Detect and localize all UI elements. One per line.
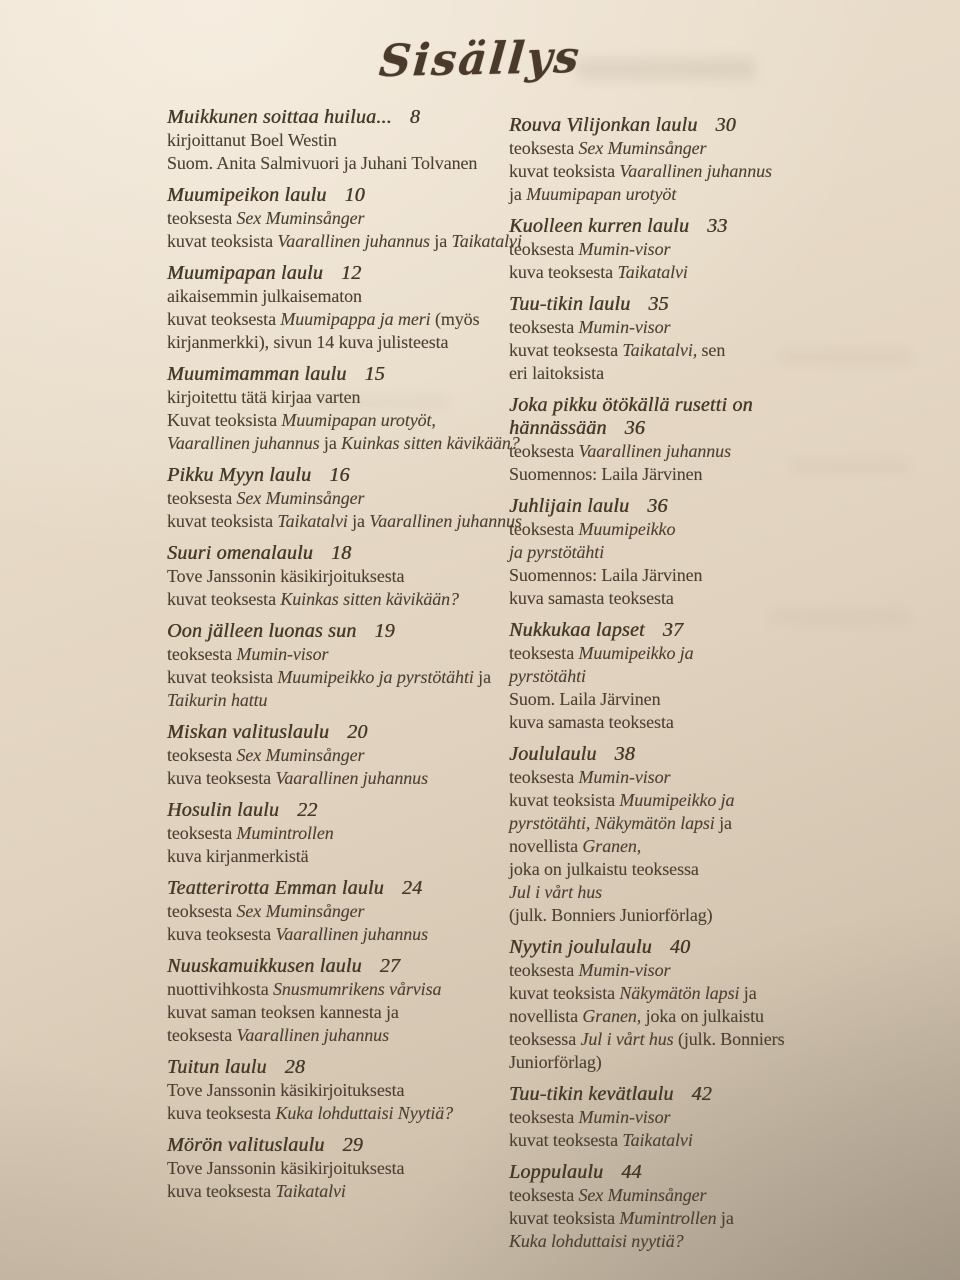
toc-entry	[509, 215, 939, 284]
entry-title: Muumipapan laulu 12	[167, 262, 362, 284]
toc-entry	[509, 936, 939, 1074]
entry-title: Mörön valituslaulu 29	[167, 1134, 363, 1156]
entry-title: hännässään 36	[509, 417, 645, 439]
entry-title: Rouva Vilijonkan laulu 30	[509, 114, 736, 136]
entry-detail-line: teoksesta Vaarallinen juhannus	[167, 1025, 389, 1045]
entry-title: Muumipeikon laulu 10	[167, 184, 365, 206]
entry-detail-line: kuvat teoksista Vaarallinen juhannus	[509, 161, 772, 181]
entry-detail-line: kuvat teoksista Taikatalvi ja Vaarallinen juhannus	[167, 511, 522, 531]
entry-page-number: 28	[284, 1056, 306, 1078]
entry-page-number: 37	[662, 619, 684, 641]
entry-page-number: 18	[330, 542, 352, 564]
entry-detail-line: novellista Granen,	[509, 836, 642, 856]
entry-detail-line: kuvat teoksista Muumipeikko ja	[509, 790, 735, 810]
entry-detail-line: Tove Janssonin käsikirjoituksesta	[167, 566, 405, 586]
entry-title: Tuu-tikin laulu 35	[509, 293, 669, 315]
toc-entry	[167, 363, 520, 455]
entry-detail-line: kuva teoksesta Vaarallinen juhannus	[167, 768, 428, 788]
entry-page-number: 22	[297, 799, 318, 821]
entry-detail-line: teoksesta Mumin-visor	[509, 317, 671, 337]
entry-detail-line: Vaarallinen juhannus ja Kuinkas sitten kävikään?	[167, 433, 520, 453]
entry-detail-line: Suomennos: Laila Järvinen	[509, 565, 703, 585]
toc-entry	[509, 743, 939, 927]
entry-detail-line: Kuvat teoksista Muumipapan urotyöt,	[167, 410, 436, 430]
entry-page-number: 30	[715, 114, 736, 136]
entry-page-number: 42	[691, 1083, 712, 1105]
toc-entry	[167, 620, 517, 712]
entry-title: Hosulin laulu 22	[167, 799, 318, 821]
entry-detail-line: Suom. Anita Salmivuori ja Juhani Tolvanen	[167, 153, 478, 173]
toc-entry	[167, 877, 517, 946]
entry-detail-line: kuvat saman teoksen kannesta ja	[167, 1002, 399, 1022]
toc-entry	[509, 495, 939, 610]
entry-detail-line: pyrstötähti, Näkymätön lapsi ja	[509, 813, 732, 833]
entry-title: Tuitun laulu 28	[167, 1056, 306, 1078]
entry-page-number: 33	[707, 215, 728, 237]
toc-entry	[167, 542, 517, 611]
entry-page-number: 40	[669, 936, 691, 958]
toc-entry	[167, 464, 522, 533]
entry-title: Nuuskamuikkusen laulu 27	[167, 955, 401, 977]
entry-detail-line: teoksesta Sex Muminsånger	[509, 1185, 707, 1205]
entry-detail-line: novellista Granen, joka on julkaistu	[509, 1006, 764, 1026]
entry-detail-line: teoksesta Mumin-visor	[167, 644, 329, 664]
entry-title: Oon jälleen luonas sun 19	[167, 620, 395, 642]
entry-page-number: 20	[347, 721, 368, 743]
entry-detail-line: Jul i vårt hus	[509, 882, 603, 902]
entry-page-number: 44	[621, 1161, 642, 1183]
entry-title: Teatterirotta Emman laulu 24	[167, 877, 423, 899]
entry-detail-line: teoksesta Mumin-visor	[509, 239, 671, 259]
entry-page-number: 24	[401, 877, 423, 899]
entry-detail-line: kuva teoksesta Vaarallinen juhannus	[167, 924, 428, 944]
entry-page-number: 16	[329, 464, 350, 486]
entry-title: Joululaulu 38	[509, 743, 635, 765]
toc-entry	[509, 114, 939, 206]
entry-detail-line: teoksesta Mumin-visor	[509, 1107, 671, 1127]
entry-title: Pikku Myyn laulu 16	[167, 464, 350, 486]
entry-detail-line: kuva teoksesta Taikatalvi	[509, 262, 688, 282]
entry-detail-line: ja pyrstötähti	[509, 542, 605, 562]
entry-detail-line: nuottivihkosta Snusmumrikens vårvisa	[167, 979, 442, 999]
entry-detail-line: eri laitoksista	[509, 363, 604, 383]
entry-title: Nukkukaa lapset 37	[509, 619, 684, 641]
entry-title: Muikkunen soittaa huilua... 8	[167, 106, 421, 128]
entry-page-number: 12	[340, 262, 362, 284]
entry-page-number: 36	[624, 417, 645, 439]
entry-page-number: 8	[409, 106, 421, 128]
entry-title: Kuolleen kurren laulu 33	[509, 215, 728, 237]
entry-detail-line: teoksesta Muumipeikko	[509, 519, 676, 539]
entry-detail-line: kirjanmerkki), sivun 14 kuva julisteesta	[167, 332, 449, 352]
entry-page-number: 19	[374, 620, 395, 642]
entry-detail-line: teoksesta Sex Muminsånger	[167, 208, 365, 228]
toc-entry	[167, 721, 517, 790]
entry-detail-line: aikaisemmin julkaisematon	[167, 286, 362, 306]
entry-detail-line: teoksesta Vaarallinen juhannus	[509, 441, 731, 461]
entry-detail-line: teoksesta Mumintrollen	[167, 823, 334, 843]
entry-page-number: 35	[648, 293, 669, 315]
entry-detail-line: Kuka lohduttaisi nyytiä?	[509, 1231, 684, 1251]
entry-detail-line: kuva teoksesta Taikatalvi	[167, 1181, 346, 1201]
page-title: Sisällys	[377, 31, 583, 88]
entry-detail-line: kuvat teoksesta Muumipappa ja meri (myös	[167, 309, 480, 329]
entry-detail-line: teoksessa Jul i vårt hus (julk. Bonniers	[509, 1029, 785, 1049]
entry-detail-line: Juniorförlag)	[509, 1052, 602, 1072]
entry-detail-line: kuva samasta teoksesta	[509, 588, 674, 608]
entry-detail-line: Taikurin hattu	[167, 690, 268, 710]
entry-detail-line: teoksesta Mumin-visor	[509, 767, 671, 787]
toc-entry	[167, 1134, 517, 1203]
entry-detail-line: ja Muumipapan urotyöt	[509, 184, 677, 204]
toc-entry	[509, 394, 939, 486]
entry-title: Muumimamman laulu 15	[167, 363, 385, 385]
toc-entry	[167, 799, 517, 868]
entry-detail-line: kuvat teoksista Näkymätön lapsi ja	[509, 983, 757, 1003]
entry-detail-line: kuvat teoksesta Kuinkas sitten kävikään?	[167, 589, 459, 609]
toc-entry	[167, 106, 517, 175]
entry-page-number: 10	[344, 184, 365, 206]
entry-page-number: 36	[647, 495, 668, 517]
toc-entry	[509, 1083, 939, 1152]
entry-detail-line: kuvat teoksista Vaarallinen juhannus ja Taikatalvi	[167, 231, 522, 251]
entry-detail-line: kuva samasta teoksesta	[509, 712, 674, 732]
entry-detail-line: kuva kirjanmerkistä	[167, 846, 309, 866]
entry-detail-line: Tove Janssonin käsikirjoituksesta	[167, 1158, 405, 1178]
entry-page-number: 38	[614, 743, 635, 765]
toc-entry	[509, 619, 939, 734]
entry-detail-line: kuvat teoksesta Taikatalvi	[509, 1130, 693, 1150]
entry-detail-line: teoksesta Sex Muminsånger	[167, 901, 365, 921]
entry-title: Miskan valituslaulu 20	[167, 721, 368, 743]
entry-page-number: 27	[379, 955, 401, 977]
entry-detail-line: kirjoitettu tätä kirjaa varten	[167, 387, 361, 407]
toc-entry	[509, 293, 939, 385]
entry-title: Juhlijain laulu 36	[509, 495, 668, 517]
toc-entry	[167, 955, 517, 1047]
entry-detail-line: Suomennos: Laila Järvinen	[509, 464, 703, 484]
entry-page-number: 15	[364, 363, 385, 385]
toc-entry	[509, 1161, 939, 1253]
entry-title: Joka pikku ötökällä rusetti on	[509, 394, 753, 416]
entry-detail-line: kuvat teoksista Muumipeikko ja pyrstötähti ja	[167, 667, 491, 687]
entry-detail-line: kirjoittanut Boel Westin	[167, 130, 337, 150]
toc-entry	[167, 262, 517, 354]
entry-detail-line: pyrstötähti	[509, 666, 586, 686]
entry-title: Tuu-tikin kevätlaulu 42	[509, 1083, 712, 1105]
entry-detail-line: kuvat teoksesta Taikatalvi, sen	[509, 340, 726, 360]
entry-title: Loppulaulu 44	[509, 1161, 642, 1183]
entry-detail-line: teoksesta Mumin-visor	[509, 960, 671, 980]
entry-detail-line: kuva teoksesta Kuka lohduttaisi Nyytiä?	[167, 1103, 454, 1123]
entry-detail-line: Suom. Laila Järvinen	[509, 689, 661, 709]
entry-title: Nyytin joululaulu 40	[509, 936, 691, 958]
entry-detail-line: teoksesta Sex Muminsånger	[167, 745, 365, 765]
entry-detail-line: Tove Janssonin käsikirjoituksesta	[167, 1080, 405, 1100]
toc-entry	[167, 1056, 517, 1125]
toc-column-left	[167, 106, 522, 1212]
entry-detail-line: teoksesta Muumipeikko ja	[509, 643, 694, 663]
entry-detail-line: teoksesta Sex Muminsånger	[167, 488, 365, 508]
entry-detail-line: kuvat teoksista Mumintrollen ja	[509, 1208, 734, 1228]
entry-title: Suuri omenalaulu 18	[167, 542, 352, 564]
entry-detail-line: teoksesta Sex Muminsånger	[509, 138, 707, 158]
entry-page-number: 29	[342, 1134, 363, 1156]
entry-detail-line: joka on julkaistu teoksessa	[509, 859, 699, 879]
toc-column-right	[509, 114, 939, 1262]
entry-detail-line: (julk. Bonniers Juniorförlag)	[509, 905, 713, 925]
toc-entry	[167, 184, 522, 253]
